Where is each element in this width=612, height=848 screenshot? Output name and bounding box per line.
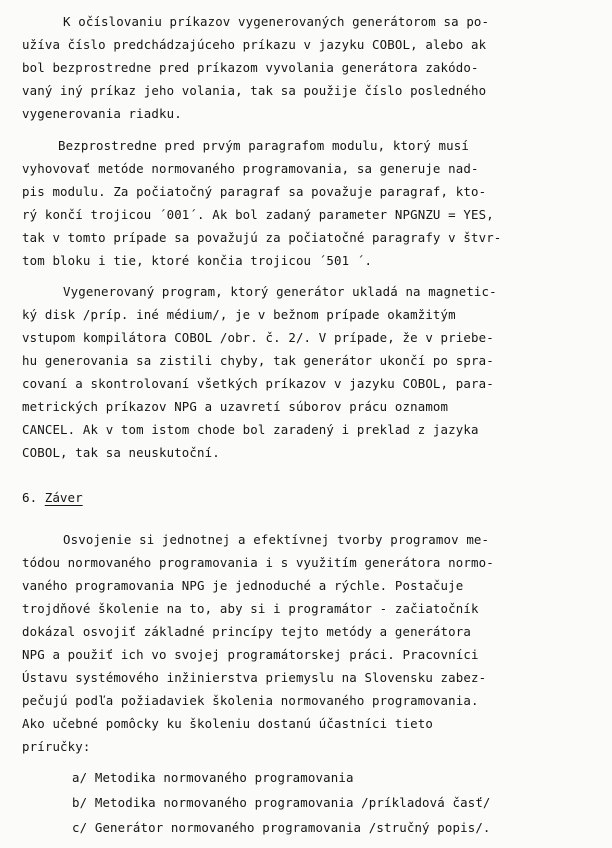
text-line: Ústavu systémového inžinierstva priemyslu na Slovensku zabez- [22,670,487,685]
text-line: vstupom kompilátora COBOL /obr. č. 2/. V prípade, že v priebe- [22,330,494,345]
text-line: rý končí trojicou ´001´. Ak bol zadaný parameter NPGNZU = YES, [22,207,494,222]
text-line: covaní a skontrolovaní všetkých príkazov v jazyku COBOL, para- [22,376,494,391]
text-line: dokázal osvojiť základné princípy tejto metódy a generátora [22,624,471,639]
text-line: užíva číslo predchádzajúceho príkazu v jazyku COBOL, alebo ak [22,37,487,52]
text-line: Ako učebné pomôcky ku školeniu dostanú účastníci tieto [22,716,433,731]
list-item: a/ Metodika normovaného programovania [72,770,354,785]
text-line: Bezprostredne pred prvým paragrafom modulu, ktorý musí [58,138,469,153]
text-line: vygenerovania riadku. [22,106,182,121]
text-line: tak v tomto prípade sa považujú za počiatočné paragrafy v štvr- [22,230,502,245]
text-line: ký disk /príp. iné médium/, je v bežnom prípade okamžitým [22,307,456,322]
text-line: metrických príkazov NPG a uzavretí súborov prácu oznamom [22,399,449,414]
text-line: pis modulu. Za počiatočný paragraf sa považuje paragraf, kto- [22,184,487,199]
text-line: K očíslovaniu príkazov vygenerovaných generátorom sa po- [63,14,490,29]
text-line: Osvojenie si jednotnej a efektívnej tvorby programov me- [63,532,490,547]
text-line: CANCEL. Ak v tom istom chode bol zaradený i preklad z jazyka [22,422,479,437]
text-line: hu generovania sa zistili chyby, tak generátor ukončí po spra- [22,353,494,368]
section-number: 6. [22,490,38,505]
text-line: tódou normovaného programovania i s využitím generátora normo- [22,555,494,570]
text-line: vyhovovať metóde normovaného programovania, sa generuje nad- [22,161,479,176]
list-item: b/ Metodika normovaného programovania /príkladová časť/ [72,795,491,810]
text-line: tom bloku i tie, ktoré končia trojicou ´501 ´. [22,253,373,268]
section-heading [22,490,83,505]
list-item: c/ Generátor normovaného programovania /stručný popis/. [72,820,491,835]
text-line: bol bezprostredne pred príkazom vyvolania generátora zakódo- [22,60,479,75]
section-title: Záver [44,490,83,505]
text-line: COBOL, tak sa neuskutoční. [22,445,220,460]
text-line: vaný iný príkaz jeho volania, tak sa použije číslo posledného [22,83,487,98]
text-line: pečujú podľa požiadaviek školenia normovaného programovania. [22,693,479,708]
text-line: príručky: [22,739,91,754]
text-line: trojdňové školenie na to, aby si i programátor - začiatočník [22,601,479,616]
text-line: Vygenerovaný program, ktorý generátor ukladá na magnetic- [63,284,497,299]
text-line: NPG a použiť ich vo svojej programátorskej práci. Pracovníci [22,647,479,662]
text-line: vaného programovania NPG je jednoduché a rýchle. Postačuje [22,578,464,593]
